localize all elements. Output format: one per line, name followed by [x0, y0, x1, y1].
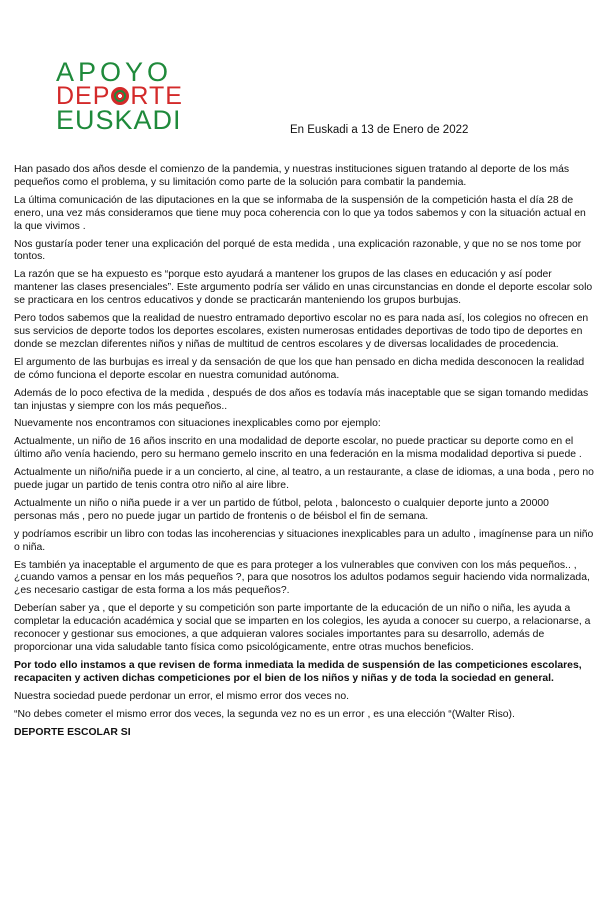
apoyo-deporte-euskadi-logo: [56, 57, 183, 135]
closing-slogan: DEPORTE ESCOLAR SI: [14, 726, 131, 738]
paragraph-4: La razón que se ha expuesto es “porque esto ayudará a mantener los grupos de las clases en educación y así poder mantener las clases presenciales”. Este argumento podría ser válido en unas circunstancias en donde el deporte escolar solo se practicara en los centros educativos y donde se practicarán manteniendo los grupos burbujas.: [14, 269, 593, 307]
paragraph-demand: Por todo ello instamos a que revisen de forma inmediata la medida de suspensión de las competiciones escolares, recapaciten y activen dichas competiciones por el bien de los niños y niñas y de toda la sociedad en general.: [14, 659, 582, 684]
paragraph-2: La última comunicación de las diputaciones en la que se informaba de la suspensión de la competición hasta el día 28 de enero, una vez más consideramos que tiene muy poca coherencia con lo que ya todos sabemos y con la situación actual en la que vivimos .: [14, 194, 586, 232]
letter-body: [14, 164, 594, 744]
logo-deporte-part1: DEP: [56, 82, 111, 110]
paragraph-10: Actualmente un niño/niña puede ir a un concierto, al cine, al teatro, a un restaurante, a clase de idiomas, a una boda , pero no puede jugar un partido de tenis contra otro niño al aire libre.: [14, 467, 594, 492]
logo-line-euskadi: EUSKADI: [56, 105, 182, 135]
paragraph-12: y podríamos escribir un libro con todas las incoherencias y situaciones inexplicables para un adulto , imagínense para un niño o niña.: [14, 528, 594, 553]
ball-icon: [111, 87, 129, 105]
paragraph-14: Deberían saber ya , que el deporte y su competición son parte importante de la educación de un niño o niña, les ayuda a completar la educación académica y social que se imparten en los colegios, les ayuda a conocer su cuerpo, a relacionarse, a reconocer y gestionar sus emociones, a que adquieran valores sociales importantes para su desarrollo, además de proporcionar una vida saludable tanto física como psicológicamente, entre otras muchos beneficios.: [14, 603, 591, 653]
paragraph-1: Han pasado dos años desde el comienzo de la pandemia, y nuestras instituciones siguen tratando al deporte de los más pequeños como el problema, y su limitación como parte de la solución para combatir la pandemia.: [14, 164, 570, 188]
paragraph-13: Es también ya inaceptable el argumento de que es para proteger a los vulnerables que conviven con los más pequeños.. , ¿cuando vamos a pensar en los más pequeños ?, para que nosotros los adultos podamos seguir haciendo vida normalizada, ¿es necesario castigar de esta forma a los más pequeños?.: [14, 559, 590, 597]
paragraph-16: Nuestra sociedad puede perdonar un error, el mismo error dos veces no.: [14, 690, 349, 702]
paragraph-quote: “No debes cometer el mismo error dos veces, la segunda vez no es un error , es una elección “(Walter Riso).: [14, 708, 515, 720]
date-line: En Euskadi a 13 de Enero de 2022: [290, 124, 469, 136]
paragraph-11: Actualmente un niño o niña puede ir a ver un partido de fútbol, pelota , baloncesto o cualquier deporte junto a 20000 personas más , pero no puede jugar un partido de frontenis o de béisbol el fin de semana.: [14, 497, 549, 522]
paragraph-7: Además de lo poco efectiva de la medida , después de dos años es todavía más inaceptable que se sigan tomando medidas tan injustas y siempre con los más pequeños..: [14, 387, 589, 412]
paragraph-3: Nos gustaría poder tener una explicación del porqué de esta medida , una explicación razonable, y que no se nos tome por tontos.: [14, 238, 582, 263]
logo-line-apoyo: APOYO: [56, 57, 173, 87]
paragraph-6: El argumento de las burbujas es irreal y da sensación de que los que han pensado en dicha medida desconocen la realidad de cómo funciona el deporte escolar en nuestra comunidad autónoma.: [14, 356, 585, 381]
logo-deporte-part2: RTE: [130, 82, 183, 110]
paragraph-5: Pero todos sabemos que la realidad de nuestro entramado deportivo escolar no es para nada así, los colegios no ofrecen en sus servicios de deporte todos los deportes escolares, existen numerosas entidades deportivas de todo tipo de deportes en donde se mezclan diferentes niños y niñas de multitud de centros escolares y de diversas localidades de procedencia.: [14, 313, 589, 350]
paragraph-8: Nuevamente nos encontramos con situaciones inexplicables como por ejemplo:: [14, 418, 381, 430]
paragraph-9: Actualmente, un niño de 16 años inscrito en una modalidad de deporte escolar, no puede practicar su deporte como en el último año venía haciendo, pero su hermano gemelo inscrito en una federación en la misma modalidad deportiva si puede .: [14, 436, 582, 461]
